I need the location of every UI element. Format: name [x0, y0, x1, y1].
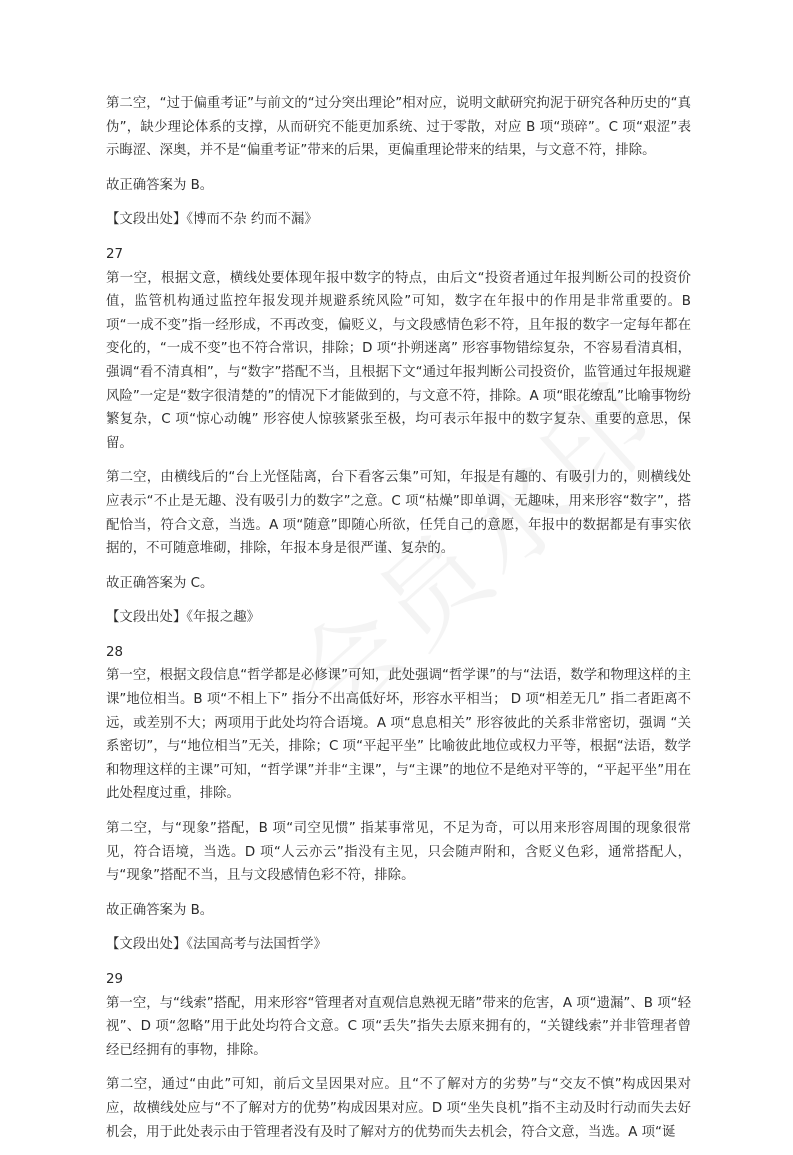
paragraph — [106, 1073, 691, 1144]
source-line — [106, 606, 691, 630]
question-number: 28 — [106, 644, 124, 660]
answer-line — [106, 899, 691, 923]
paragraph — [106, 992, 691, 1063]
paragraph-text: 第一空，根据文意，横线处要体现年报中数字的特点，由后文“投资者通过年报判断公司的投资价值，监管机构通过监控年报发现并规避系统风险”可知，数字在年报中的作用是非常重要的。B 项“一成不变”指一经形成，不再改变，偏贬义，与文段感情色彩不符，且年报的数字一定每年都在变化的，“一成不变”也不符合常识，排除；D 项“扑朔迷离” 形容事物错综复杂，不容易看清真相，强调“看不清真相”，与“数字”搭配不当，且根据下文“通过年报判断公司投资价，监管通过年报规避风险”一定是“数字很清楚的”的情况下才能做到的，与文意不符，排除。A 项“眼花缭乱”比喻事物纷繁复杂，C 项“惊心动魄” 形容使人惊骇紧张至极，均可表示年报中的数字复杂、重要的意思，保留。 — [106, 270, 691, 451]
answer-text: 故正确答案为 B。 — [106, 902, 214, 918]
question-number: 29 — [106, 972, 124, 987]
paragraph — [106, 466, 691, 560]
paragraph — [106, 92, 691, 163]
paragraph-text: 第一空，根据文段信息“哲学都是必修课”可知，此处强调“哲学课”的与“法语，数学和物理这样的主课”地位相当。B 项“不相上下” 指分不出高低好坏，形容水平相当； D 项“相差无几” 指二者距离不远，或差别不大；两项用于此处均符合语境。A 项“息息相关” 形容彼此的关系非常密切，强调 “关系密切”，与“地位相当”无关，排除；C 项“平起平坐” 比喻彼此地位或权力平等，根据“法语，数学和物理这样的主课”可知，“哲学课”并非“主课”，与“主课”的地位不是绝对平等的，“平起平坐”用在此处程度过重，排除。 — [106, 668, 691, 802]
answer-text: 故正确答案为 B。 — [106, 177, 214, 193]
paragraph-text: 第二空，由横线后的“台上光怪陆离，台下看客云集”可知，年报是有趣的、有吸引力的，则横线处应表示“不止是无趣、没有吸引力的数字”之意。C 项“枯燥”即单调，无趣味，用来形容“数字”，搭配恰当，符合文意，当选。A 项“随意”即随心所欲，任凭自己的意愿，年报中的数据都是有事实依据的，不可随意堆砌，排除，年报本身是很严谨、复杂的。 — [106, 470, 691, 557]
paragraph-text: 第二空，通过“由此”可知，前后文呈因果对应。且“不了解对方的劣势”与“交友不慎”构成因果对应，故横线处应与“不了解对方的优势”构成因果对应。D 项“坐失良机”指不主动及时行动而失去好机会，用于此处表示由于管理者没有及时了解对方的优势而失去机会，符合文意，当选。A 项“诞 — [106, 1077, 691, 1140]
source-text: 【文段出处】《博而不杂 约而不漏》 — [106, 212, 318, 228]
paragraph-text: 第一空，与“线索”搭配，用来形容“管理者对直观信息熟视无睹”带来的危害，A 项“遗漏”、B 项“轻视”、D 项“忽略”用于此处均符合文意。C 项“丢失”指失去原来拥有的，“关键线索”并非管理者曾经已经拥有的事物，排除。 — [106, 995, 691, 1058]
paragraph-text: 第二空，“过于偏重考证”与前文的“过分突出理论”相对应，说明文献研究拘泥于研究各种历史的“真伪”，缺少理论体系的支撑，从而研究不能更加系统、过于零散，对应 B 项“琐碎”。C 项“艰涩”表示晦涩、深奥，并不是“偏重考证”带来的后果，更偏重理论带来的结果，与文意不符，排除。 — [106, 96, 691, 159]
answer-text: 故正确答案为 C。 — [106, 575, 214, 591]
source-text: 【文段出处】《法国高考与法国哲学》 — [106, 937, 327, 953]
source-text: 【文段出处】《年报之趣》 — [106, 610, 260, 626]
paragraph-text: 第二空，与“现象”搭配，B 项“司空见惯” 指某事常见，不足为奇，可以用来形容周围的现象很常见，符合语境，当选。D 项“人云亦云”指没有主见，只会随声附和，含贬义色彩，通常搭配人，与“现象”搭配不当，且与文段感情色彩不符，排除。 — [106, 821, 691, 884]
paragraph — [106, 817, 691, 888]
paragraph — [106, 267, 691, 456]
paragraph — [106, 664, 691, 806]
answer-line — [106, 174, 691, 198]
document-body — [106, 92, 691, 1155]
answer-line — [106, 572, 691, 596]
source-line — [106, 933, 691, 957]
question-number: 27 — [106, 246, 124, 262]
source-line — [106, 208, 691, 232]
